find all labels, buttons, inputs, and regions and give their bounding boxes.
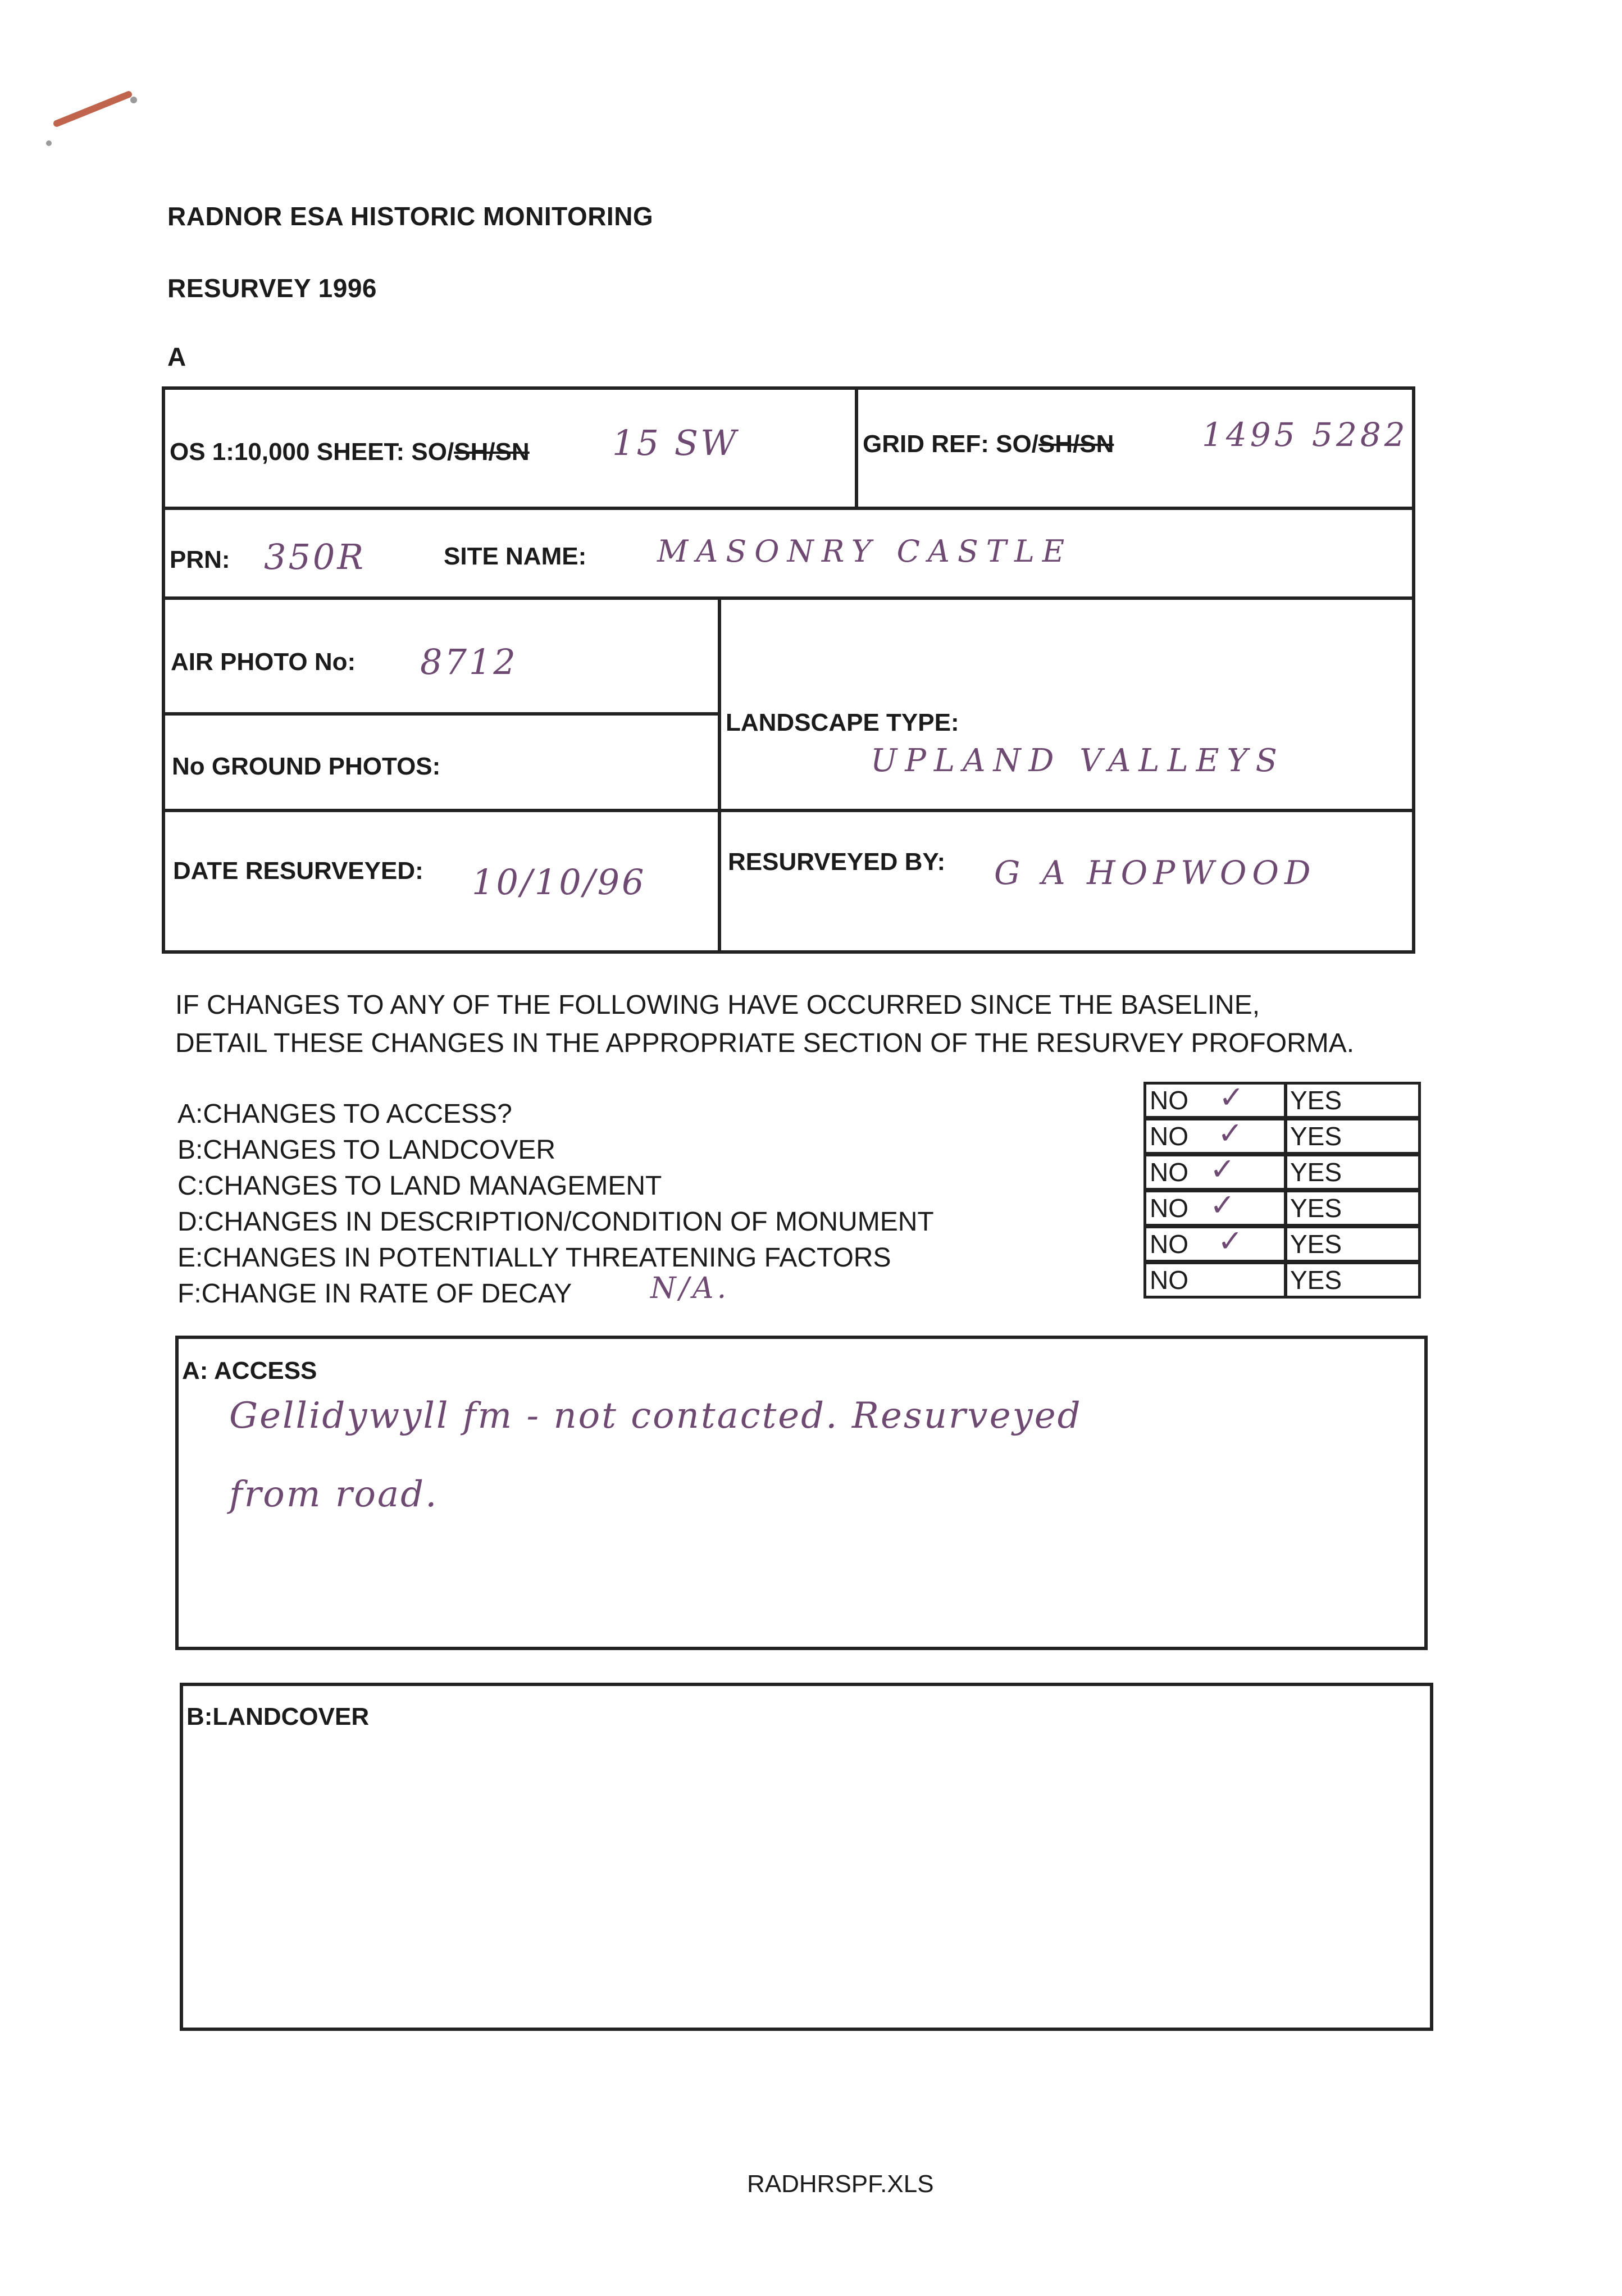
date-resurveyed-value: 10/10/96	[472, 862, 646, 903]
access-notes-line-1: Gellidywyll fm - not contacted. Resurveyed	[229, 1395, 1082, 1437]
question-f-rate-of-decay: F:CHANGE IN RATE OF DECAY	[177, 1279, 572, 1309]
air-photo-label: AIR PHOTO No:	[171, 648, 356, 676]
landcover-section	[180, 1683, 1433, 2031]
yes-checkbox-b[interactable]: YES	[1284, 1118, 1421, 1155]
no-checkbox-d[interactable]: NO	[1143, 1190, 1287, 1227]
resurveyed-by-value: G A HOPWOOD	[994, 854, 1316, 892]
access-notes-line-2: from road.	[229, 1474, 439, 1515]
grid-ref-label: GRID REF: SO/	[863, 430, 1038, 458]
os-sheet-label: OS 1:10,000 SHEET: SO/	[170, 438, 454, 466]
form-divider	[855, 386, 858, 507]
section-letter: A	[167, 342, 186, 371]
form-divider	[162, 712, 721, 716]
resurveyed-by-label: RESURVEYED BY:	[728, 848, 946, 876]
no-checkbox-b[interactable]: NO	[1143, 1118, 1287, 1155]
access-section	[175, 1336, 1428, 1650]
stray-dot	[130, 97, 137, 103]
air-photo-value: 8712	[420, 641, 518, 682]
form-divider	[718, 596, 721, 954]
os-sheet-field	[170, 438, 530, 466]
question-a-access: A:CHANGES TO ACCESS?	[177, 1099, 512, 1129]
form-divider	[162, 507, 1415, 510]
form-divider	[162, 809, 1415, 812]
tick-mark-icon: ✓	[1218, 1115, 1243, 1151]
form-divider	[162, 596, 1415, 600]
resurvey-year: RESURVEY 1996	[167, 274, 377, 303]
grid-ref-value: 1495 5282	[1202, 416, 1409, 454]
yes-checkbox-c[interactable]: YES	[1284, 1154, 1421, 1191]
question-d-monument-condition: D:CHANGES IN DESCRIPTION/CONDITION OF MONUMENT	[177, 1207, 934, 1237]
landscape-type-label: LANDSCAPE TYPE:	[726, 709, 959, 736]
stray-ink-mark	[52, 90, 133, 127]
prn-value: 350R	[264, 536, 366, 577]
os-sheet-value: 15 SW	[612, 422, 739, 463]
ground-photos-label: No GROUND PHOTOS:	[172, 753, 441, 780]
yes-checkbox-e[interactable]: YES	[1284, 1226, 1421, 1263]
question-c-land-management: C:CHANGES TO LAND MANAGEMENT	[177, 1171, 662, 1201]
instructions-line-1: IF CHANGES TO ANY OF THE FOLLOWING HAVE OCCURRED SINCE THE BASELINE,	[175, 990, 1260, 1020]
footer-filename: RADHRSPF.XLS	[747, 2170, 934, 2198]
grid-ref-field	[863, 430, 1114, 458]
access-section-label: A: ACCESS	[182, 1357, 317, 1384]
no-checkbox-a[interactable]: NO	[1143, 1082, 1287, 1119]
prn-label: PRN:	[170, 546, 230, 573]
site-name-label: SITE NAME:	[444, 543, 587, 570]
question-b-landcover: B:CHANGES TO LANDCOVER	[177, 1135, 556, 1165]
instructions-line-2: DETAIL THESE CHANGES IN THE APPROPRIATE SECTION OF THE RESURVEY PROFORMA.	[175, 1028, 1355, 1058]
tick-mark-icon: ✓	[1219, 1079, 1245, 1115]
no-checkbox-f[interactable]: NO	[1143, 1261, 1287, 1299]
document-title: RADNOR ESA HISTORIC MONITORING	[167, 202, 654, 231]
yes-checkbox-f[interactable]: YES	[1284, 1261, 1421, 1299]
yes-checkbox-a[interactable]: YES	[1284, 1082, 1421, 1119]
date-resurveyed-label: DATE RESURVEYED:	[173, 857, 423, 885]
grid-ref-struck-option: SH/SN	[1038, 430, 1114, 458]
os-sheet-struck-option: SH/SN	[454, 438, 530, 466]
rate-of-decay-note: N/A.	[650, 1272, 730, 1305]
stray-dot	[46, 140, 52, 146]
landcover-section-label: B:LANDCOVER	[186, 1703, 370, 1730]
yes-checkbox-d[interactable]: YES	[1284, 1190, 1421, 1227]
question-e-threatening-factors: E:CHANGES IN POTENTIALLY THREATENING FACTORS	[177, 1243, 891, 1273]
landscape-type-value: UPLAND VALLEYS	[871, 742, 1285, 779]
tick-mark-icon: ✓	[1218, 1223, 1243, 1259]
tick-mark-icon: ✓	[1210, 1187, 1236, 1223]
no-checkbox-c[interactable]: NO	[1143, 1154, 1287, 1191]
site-name-value: MASONRY CASTLE	[657, 534, 1073, 569]
no-checkbox-e[interactable]: NO	[1143, 1226, 1287, 1263]
tick-mark-icon: ✓	[1210, 1151, 1236, 1187]
